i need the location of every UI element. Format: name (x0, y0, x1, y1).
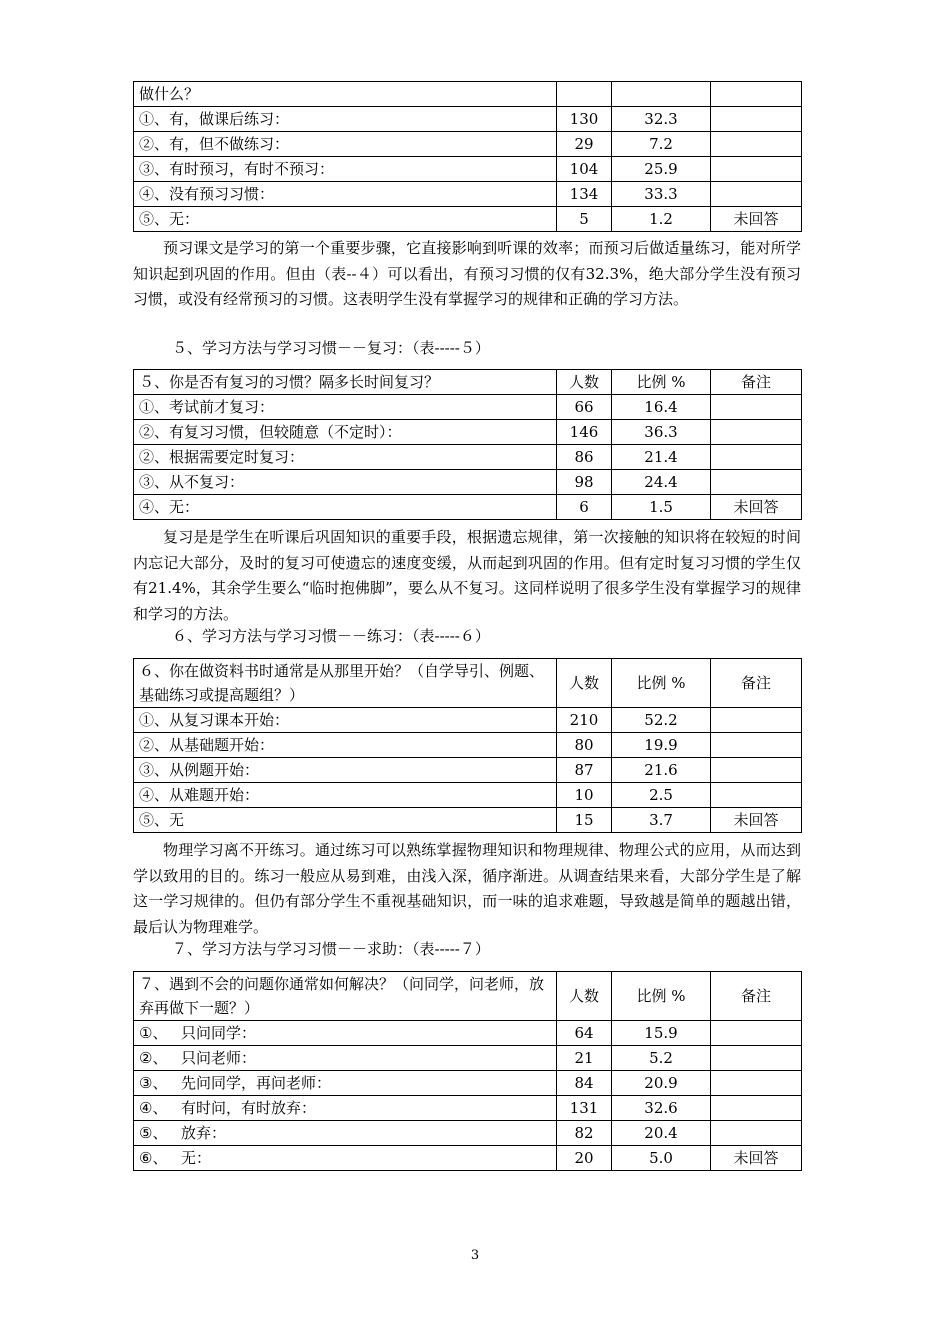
note-cell: 未回答 (711, 808, 802, 833)
table-row (134, 445, 802, 470)
note-cell (711, 1096, 802, 1121)
pct-header: 比例 % (612, 370, 711, 395)
table-header-row (134, 972, 802, 1021)
question-cell: ７、遇到不会的问题你通常如何解决？（问同学，问老师，放弃再做下一题？） (134, 972, 557, 1021)
note-cell: 未回答 (711, 495, 802, 520)
note-cell (711, 445, 802, 470)
note-cell (711, 395, 802, 420)
count-cell: 210 (557, 708, 612, 733)
option-cell: ③、从例题开始： (134, 758, 557, 783)
option-text: 只问老师： (181, 1049, 257, 1067)
count-cell: 84 (557, 1071, 612, 1096)
pct-cell: 24.4 (612, 470, 711, 495)
table-row (134, 1046, 802, 1071)
table-row (134, 157, 802, 182)
table-row (134, 107, 802, 132)
count-header: 人数 (557, 659, 612, 708)
note-cell (711, 132, 802, 157)
section-heading-help: ７、学习方法与学习习惯－－求助：（表-----７） (172, 940, 490, 958)
option-cell: ①、考试前才复习： (134, 395, 557, 420)
pct-cell: 21.6 (612, 758, 711, 783)
pct-cell: 21.4 (612, 445, 711, 470)
survey-table-7 (133, 971, 802, 1171)
option-cell: ①、从复习课本开始： (134, 708, 557, 733)
note-cell (711, 1046, 802, 1071)
table-row (134, 1071, 802, 1096)
pct-cell: 7.2 (612, 132, 711, 157)
option-cell (134, 1046, 557, 1071)
pct-cell: 32.3 (612, 107, 711, 132)
count-cell: 146 (557, 420, 612, 445)
note-cell (711, 1071, 802, 1096)
pct-cell: 16.4 (612, 395, 711, 420)
count-cell: 6 (557, 495, 612, 520)
count-cell: 131 (557, 1096, 612, 1121)
note-header: 备注 (711, 972, 802, 1021)
count-cell: 130 (557, 107, 612, 132)
count-cell: 5 (557, 207, 612, 232)
note-cell (711, 470, 802, 495)
option-cell: ④、无： (134, 495, 557, 520)
option-cell (134, 1146, 557, 1171)
table-row (134, 207, 802, 232)
table-row (134, 420, 802, 445)
option-cell (134, 1121, 557, 1146)
count-cell: 134 (557, 182, 612, 207)
option-text: 只问同学： (181, 1024, 257, 1042)
pct-cell: 52.2 (612, 708, 711, 733)
option-cell: ②、有复习习惯，但较随意（不定时）： (134, 420, 557, 445)
table-header-row (134, 82, 802, 107)
option-cell: ③、从不复习： (134, 470, 557, 495)
option-cell: ③、有时预习，有时不预习： (134, 157, 557, 182)
option-cell: ⑤、无 (134, 808, 557, 833)
option-cell: ④、从难题开始： (134, 783, 557, 808)
note-cell (711, 420, 802, 445)
count-cell: 29 (557, 132, 612, 157)
count-cell: 66 (557, 395, 612, 420)
count-header: 人数 (557, 370, 612, 395)
count-cell: 15 (557, 808, 612, 833)
table-row (134, 1121, 802, 1146)
table-row (134, 395, 802, 420)
count-header (557, 82, 612, 107)
table-row (134, 708, 802, 733)
count-cell: 87 (557, 758, 612, 783)
option-number: ⑥、 (139, 1149, 168, 1167)
note-cell (711, 783, 802, 808)
question-cell: 做什么？ (134, 82, 557, 107)
option-text: 有时问，有时放弃： (181, 1099, 317, 1117)
count-cell: 82 (557, 1121, 612, 1146)
survey-table-6 (133, 658, 802, 833)
note-cell (711, 107, 802, 132)
pct-cell: 1.5 (612, 495, 711, 520)
count-cell: 20 (557, 1146, 612, 1171)
table-row (134, 808, 802, 833)
option-number: ②、 (139, 1049, 168, 1067)
pct-cell: 25.9 (612, 157, 711, 182)
survey-table-4 (133, 81, 802, 232)
table-header-row (134, 370, 802, 395)
paragraph-preview-analysis: 预习课文是学习的第一个重要步骤，它直接影响到听课的效率；而预习后做适量练习，能对所学知识起到巩固的作用。但由（表--４）可以看出，有预习习惯的仅有32.3%，绝大部分学生没有预习习惯，或没有经常预习的习惯。这表明学生没有掌握学习的规律和正确的学习方法。 (133, 239, 801, 308)
pct-cell: 2.5 (612, 783, 711, 808)
table-row (134, 783, 802, 808)
option-cell (134, 1021, 557, 1046)
pct-cell: 1.2 (612, 207, 711, 232)
pct-cell: 5.2 (612, 1046, 711, 1071)
count-cell: 104 (557, 157, 612, 182)
option-cell (134, 1096, 557, 1121)
note-cell (711, 708, 802, 733)
pct-cell: 20.9 (612, 1071, 711, 1096)
option-cell: ①、有，做课后练习： (134, 107, 557, 132)
page-number: 3 (470, 1248, 480, 1263)
pct-cell: 5.0 (612, 1146, 711, 1171)
option-number: ④、 (139, 1099, 168, 1117)
pct-cell: 32.6 (612, 1096, 711, 1121)
option-text: 无： (181, 1149, 212, 1167)
table-row (134, 733, 802, 758)
pct-cell: 20.4 (612, 1121, 711, 1146)
note-cell: 未回答 (711, 1146, 802, 1171)
table-row (134, 758, 802, 783)
option-cell: ②、根据需要定时复习： (134, 445, 557, 470)
table-row (134, 1021, 802, 1046)
table-row (134, 182, 802, 207)
option-cell (134, 1071, 557, 1096)
count-cell: 86 (557, 445, 612, 470)
pct-header: 比例 % (612, 659, 711, 708)
count-header: 人数 (557, 972, 612, 1021)
table-header-row (134, 659, 802, 708)
table-row (134, 132, 802, 157)
option-cell: ④、没有预习习惯： (134, 182, 557, 207)
note-cell (711, 1021, 802, 1046)
survey-table-5 (133, 369, 802, 520)
table-row (134, 1146, 802, 1171)
table-row (134, 1096, 802, 1121)
note-cell: 未回答 (711, 207, 802, 232)
paragraph-practice-analysis: 物理学习离不开练习。通过练习可以熟练掌握物理知识和物理规律、物理公式的应用，从而达到学以致用的目的。练习一般应从易到难，由浅入深，循序渐进。从调查结果来看，大部分学生是了解这一学习规律的。但仍有部分学生不重视基础知识，而一味的追求难题，导致越是简单的题越出错，最后认为物理难学。 (133, 841, 801, 936)
pct-header: 比例 % (612, 972, 711, 1021)
note-cell (711, 157, 802, 182)
note-header: 备注 (711, 370, 802, 395)
pct-cell: 33.3 (612, 182, 711, 207)
pct-cell: 15.9 (612, 1021, 711, 1046)
table-row (134, 470, 802, 495)
option-number: ⑤、 (139, 1124, 168, 1142)
question-cell: ６、你在做资料书时通常是从那里开始？（自学导引、例题、基础练习或提高题组？） (134, 659, 557, 708)
count-cell: 64 (557, 1021, 612, 1046)
pct-cell: 3.7 (612, 808, 711, 833)
note-header: 备注 (711, 659, 802, 708)
note-header (711, 82, 802, 107)
pct-cell: 36.3 (612, 420, 711, 445)
pct-cell: 19.9 (612, 733, 711, 758)
section-heading-practice: ６、学习方法与学习习惯－－练习：（表-----６） (172, 627, 490, 645)
count-cell: 98 (557, 470, 612, 495)
pct-header (612, 82, 711, 107)
option-cell: ⑤、无： (134, 207, 557, 232)
count-cell: 21 (557, 1046, 612, 1071)
table-row (134, 495, 802, 520)
option-text: 先问同学，再问老师： (181, 1074, 332, 1092)
note-cell (711, 733, 802, 758)
option-number: ①、 (139, 1024, 168, 1042)
note-cell (711, 758, 802, 783)
count-cell: 80 (557, 733, 612, 758)
paragraph-review-analysis: 复习是是学生在听课后巩固知识的重要手段，根据遗忘规律，第一次接触的知识将在较短的时间内忘记大部分，及时的复习可使遗忘的速度变缓，从而起到巩固的作用。但有定时复习习惯的学生仅有21.4%，其余学生要么“临时抱佛脚”，要么从不复习。这同样说明了很多学生没有掌握学习的规律和学习的方法。 (133, 528, 801, 623)
section-heading-review: ５、学习方法与学习习惯－－复习：（表-----５） (172, 339, 490, 357)
note-cell (711, 1121, 802, 1146)
option-number: ③、 (139, 1074, 168, 1092)
note-cell (711, 182, 802, 207)
option-cell: ②、从基础题开始： (134, 733, 557, 758)
option-text: 放弃： (181, 1124, 227, 1142)
question-cell: ５、你是否有复习的习惯？隔多长时间复习？ (134, 370, 557, 395)
count-cell: 10 (557, 783, 612, 808)
option-cell: ②、有，但不做练习： (134, 132, 557, 157)
